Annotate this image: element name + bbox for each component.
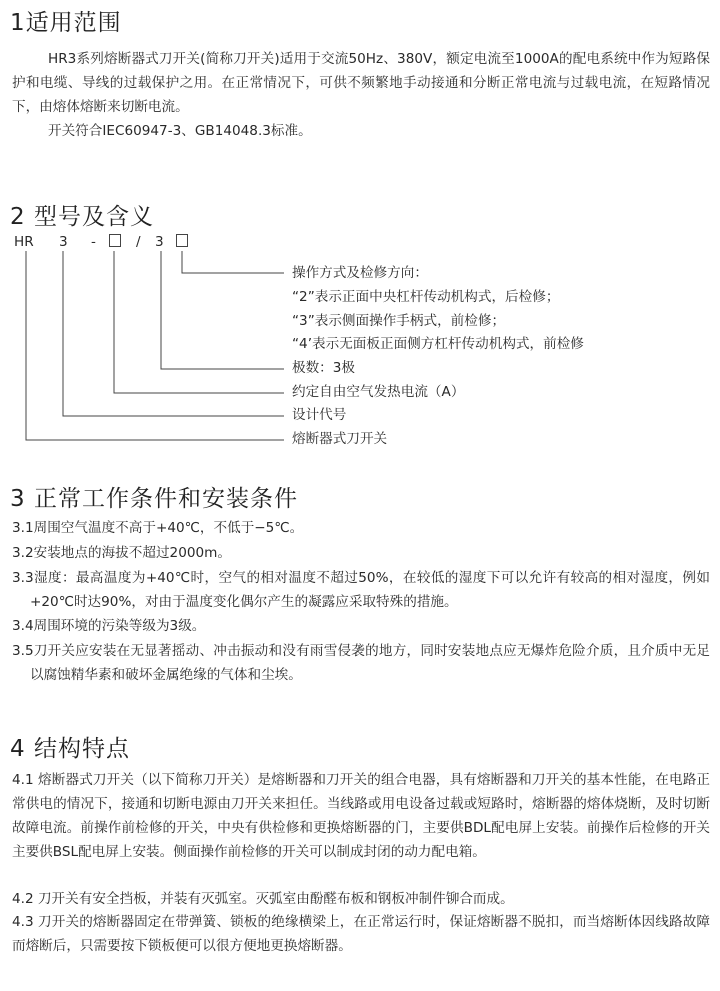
condition-item: 3.2安装地点的海拔不超过2000m。: [12, 545, 231, 561]
label-poles: 极数：3极: [292, 360, 356, 376]
condition-item: 3.4周围环境的污染等级为3级。: [12, 618, 206, 634]
section-1-title: 1适用范围: [10, 10, 122, 36]
label-design-code: 设计代号: [292, 407, 347, 423]
label-operation-mode: 操作方式及检修方向：: [292, 265, 428, 281]
label-product-type: 熔断器式刀开关: [292, 431, 388, 447]
label-operation-3: “3”表示侧面操作手柄式，前检修；: [292, 313, 506, 329]
section-2-title: 2 型号及含义: [10, 204, 154, 230]
condition-item: 3.1周围空气温度不高于+40℃，不低于−5℃。: [12, 520, 304, 536]
label-operation-2: “2”表示正面中央杠杆传动机构式，后检修；: [292, 289, 560, 305]
code-slash: /: [136, 234, 141, 250]
condition-item: 3.5刀开关应安装在无显著摇动、冲击振动和没有雨雪侵袭的地方，同时安装地点应无爆炸危险介质，且介质中无足以腐蚀精华素和破坏金属绝缘的气体和尘埃。: [12, 643, 710, 683]
code-prefix: HR: [14, 234, 34, 250]
code-design: 3: [59, 234, 68, 250]
feature-item: 4.3 刀开关的熔断器固定在带弹簧、锁板的绝缘横梁上，在正常运行时，保证熔断器不脱扣，而当熔断体因线路故障而熔断后，只需要按下锁板便可以很方便地更换熔断器。: [12, 914, 710, 954]
code-poles: 3: [155, 234, 164, 250]
feature-item: 4.2 刀开关有安全挡板，并装有灭弧室。灭弧室由酚醛布板和钢板冲制件铆合而成。: [12, 891, 514, 907]
section-1-standards: 开关符合IEC60947-3、GB14048.3标准。: [48, 123, 312, 139]
feature-item: 4.1 熔断器式刀开关（以下简称刀开关）是熔断器和刀开关的组合电器，具有熔断器和刀开关的基本性能，在电路正常供电的情况下，接通和切断电源由刀开关来担任。当线路或用电设备过载或短路时，熔断器的熔体烧断，及时切断故障电流。前操作前检修的开关，中央有供检修和更换熔断器的门，主要供BDL配电屏上安装。前操作后检修的开关主要供BSL配电屏上安装。侧面操作前检修的开关可以制成封闭的动力配电箱。: [12, 772, 710, 860]
label-current: 约定自由空气发热电流（A）: [292, 384, 465, 400]
section-1-paragraph: HR3系列熔断器式刀开关(简称刀开关)适用于交流50Hz、380V，额定电流至1000A的配电系统中作为短路保护和电缆、导线的过载保护之用。在正常情况下，可供不频繁地手动接通和分断正常电流与过载电流，在短路情况下，由熔体熔断来切断电流。: [12, 51, 710, 115]
section-3-title: 3 正常工作条件和安装条件: [10, 486, 298, 512]
condition-item: 3.3湿度：最高温度为+40℃时，空气的相对温度不超过50%，在较低的湿度下可以允许有较高的相对湿度，例如+20℃时达90%，对由于温度变化偶尔产生的凝露应采取特殊的措施。: [12, 570, 710, 610]
code-dash: -: [91, 234, 96, 250]
label-operation-4: “4’表示无面板正面侧方杠杆传动机构式，前检修: [292, 336, 584, 352]
section-4-title: 4 结构特点: [10, 736, 130, 762]
